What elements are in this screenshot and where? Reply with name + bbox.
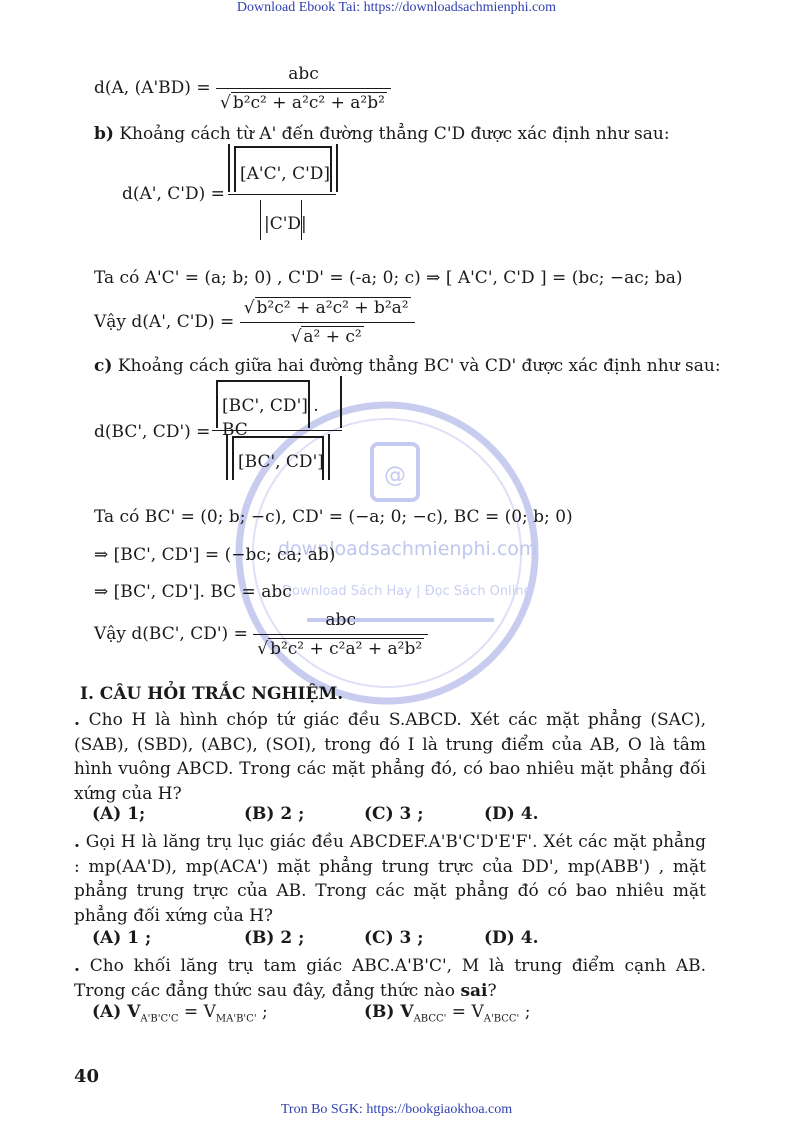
part-b-den: |C'D| [264,214,307,234]
question-3-option-a[interactable]: (A) $V_{A'B'C'C} = V_{MA'B'C'}$ ; [92,1002,268,1025]
part-c-result-num: abc [253,608,428,635]
formula-a-den: b²c² + a²c² + a²b² [232,93,385,113]
footer-text[interactable]: Tron Bo SGK: https://bookgiaokhoa.com [280,1102,513,1117]
part-b-intro [94,122,670,146]
part-b-result-num: b²c² + a²c² + b²a² [256,298,409,318]
question-2 [74,830,706,928]
part-b-taco [94,266,683,290]
part-c-intro [94,354,721,378]
question-3-option-b[interactable]: (B) $V_{ABCC'} = V_{A'BCC'}$ ; [364,1002,531,1025]
question-1-option-d[interactable]: (D) 4. [484,804,539,824]
part-c-fraction [212,376,342,486]
question-2-bullet: . [74,832,80,852]
part-c-taco-label: Ta có [94,507,140,527]
page-number: 40 [74,1066,100,1087]
formula-a-fraction: $\frac{\text{abc}}{\text{√ b²c² + a²c² + a²b²}}$ [216,62,391,115]
svg-text:@: @ [384,463,406,488]
part-c-intro-text: Khoảng cách giữa hai đường thẳng BC' và CD' được xác định như sau: [117,356,721,376]
question-2-option-b[interactable]: (B) 2 ; [244,928,305,948]
question-2-text: Gọi H là lăng trụ lục giác đều ABCDEF.A'B'C'D'E'F'. Xét các mặt phẳng : mp(AA'D), mp(ACA') mặt phẳng trung trực của DD', mp(ABB') , mặt phẳng trung trực của AB. Trong các mặt phẳng đó có bao nhiêu mặt phẳng đối xứng của H? [74,832,706,926]
part-b-intro-text: Khoảng cách từ A' đến đường thẳng C'D được xác định như sau: [119,124,670,144]
part-b-result-fraction: $\frac{\text{√ b²c² + a²c² + b²a²}}{\text{√ a² + c²}}$ [240,296,415,349]
question-3 [74,954,706,1003]
part-b-result [94,296,415,349]
part-c-line2: ⇒ [BC', CD'] = (−bc; ca; ab) [94,545,336,565]
part-c-den: [BC', CD'] [238,452,324,472]
question-1-bullet: . [74,710,80,730]
watermark-site: downloadsachmienphi.com [278,538,538,560]
question-2-option-d[interactable]: (D) 4. [484,928,539,948]
part-c-result-fraction: $\frac{\text{abc}}{\text{√ b²c² + c²a² + a²b²}}$ [253,608,428,661]
question-3-bullet: . [74,956,80,976]
part-c-result [94,608,428,661]
part-c-line3: ⇒ [BC', CD']. BC = abc [94,582,292,602]
part-b-result-lhs: Vậy d(A', C'D) = [94,312,235,332]
question-3-text-bold: sai [460,980,488,1001]
part-b-label: b) [94,124,114,144]
part-c-label: c) [94,356,113,376]
part-c-result-lhs: Vậy d(BC', CD') = [94,624,248,644]
question-1 [74,708,706,806]
question-2-option-c[interactable]: (C) 3 ; [364,928,424,948]
formula-a [94,62,391,115]
part-c-taco-text: BC' = (0; b; −c), CD' = (−a; 0; −c), BC = (0; b; 0) [144,507,573,527]
part-b-result-den: a² + c² [303,327,362,347]
question-3-text-before: Cho khối lăng trụ tam giác ABC.A'B'C', M là trung điểm cạnh AB. Trong các đẳng thức sau đây, đẳng thức nào [74,956,707,1001]
question-1-option-c[interactable]: (C) 3 ; [364,804,424,824]
part-c-taco [94,505,573,529]
header-link[interactable] [0,0,793,16]
header-text[interactable]: Download Ebook Tai: https://downloadsachmienphi.com [236,0,557,15]
part-b-taco-text: A'C' = (a; b; 0) , C'D' = (-a; 0; c) ⇒ [ A'C', C'D ] = (bc; −ac; ba) [144,268,683,288]
question-3-text-after: ? [487,980,497,1001]
part-b-lhs: d(A', C'D) = [122,184,225,204]
part-c-num: [BC', CD'] . BC [222,396,319,440]
question-1-option-a[interactable]: (A) 1; [92,804,146,824]
part-c-result-den: b²c² + c²a² + a²b² [270,639,423,659]
formula-a-num: abc [216,62,391,89]
question-1-text: Cho H là hình chóp tứ giác đều S.ABCD. Xét các mặt phẳng (SAC), (SAB), (SBD), (ABC), (SOI), trong đó I là trung điểm của AB, O là tâm hình vuông ABCD. Trong các mặt phẳng đó, có bao nhiêu mặt phẳng đối xứng của H? [74,710,707,804]
footer-link[interactable] [0,1102,793,1118]
part-b-num: [A'C', C'D] [240,164,331,184]
part-b-taco-label: Ta có [94,268,140,288]
part-b-fraction [228,144,336,244]
section-title: I. CÂU HỎI TRẮC NGHIỆM. [80,684,344,704]
question-2-option-a[interactable]: (A) 1 ; [92,928,152,948]
formula-a-lhs: d(A, (A'BD) = [94,78,211,98]
part-c-lhs: d(BC', CD') = [94,422,211,442]
question-1-option-b[interactable]: (B) 2 ; [244,804,305,824]
watermark-tagline: Download Sách Hay | Đọc Sách Online [282,584,532,599]
